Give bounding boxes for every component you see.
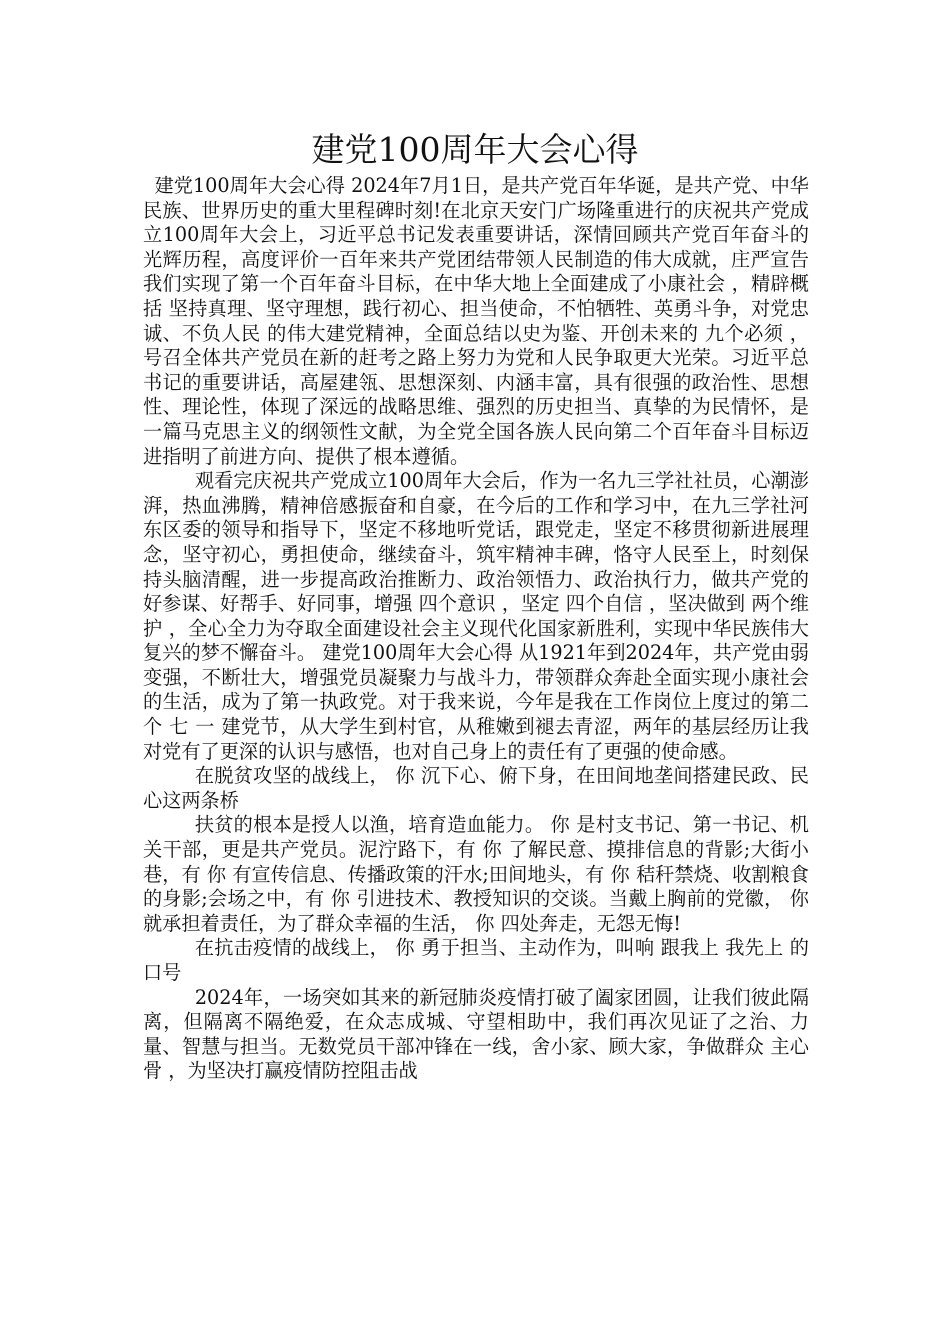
paragraph-3: 在脱贫攻坚的战线上， 你 沉下心、俯下身，在田间地垄间搭建民政、民心这两条桥 [143,764,809,812]
paragraph-6: 2024年，一场突如其来的新冠肺炎疫情打破了阖家团圆，让我们彼此隔离，但隔离不隔绝爱，在众志成城、守望相助中，我们再次见证了之治、力量、智慧与担当。无数党员干部冲锋在一线，舍小家、顾大家，争做群众 主心骨 ，为坚决打赢疫情防控阻击战 [143,985,809,1083]
paragraph-5: 在抗击疫情的战线上， 你 勇于担当、主动作为，叫响 跟我上 我先上 的口号 [143,936,809,984]
paragraph-4: 扶贫的根本是授人以渔，培育造血能力。 你 是村支书记、第一书记、机关干部，更是共产党员。泥泞路下，有 你 了解民意、摸排信息的背影;大街小巷，有 你 有宣传信息、传播政策的汗水;田间地头，有 你 秸秆禁烧、收割粮食的身影;会场之中，有 你 引进技术、教授知识的交谈。当戴上胸前的党徽， 你 就承担着责任，为了群众幸福的生活， 你 四处奔走，无怨无悔! [143,813,809,935]
paragraph-2: 观看完庆祝共产党成立100周年大会后，作为一名九三学社社员，心潮澎湃，热血沸腾，精神倍感振奋和自豪，在今后的工作和学习中，在九三学社河东区委的领导和指导下，坚定不移地听党话，跟党走，坚定不移贯彻新进展理念，坚守初心，勇担使命，继续奋斗，筑牢精神丰碑，恪守人民至上，时刻保持头脑清醒，进一步提高政治推断力、政治领悟力、政治执行力，做共产党的好参谋、好帮手、好同事，增强 四个意识 ，坚定 四个自信 ，坚决做到 两个维护 ，全心全力为夺取全面建设社会主义现代化国家新胜利，实现中华民族伟大复兴的梦不懈奋斗。 建党100周年大会心得 从1921年到2024年，共产党由弱变强，不断壮大，增强党员凝聚力与战斗力，带领群众奔赴全面实现小康社会的生活，成为了第一执政党。对于我来说，今年是我在工作岗位上度过的第二个 七 一 建党节，从大学生到村官，从稚嫩到褪去青涩，两年的基层经历让我对党有了更深的认识与感悟，也对自己身上的责任有了更强的使命感。 [143,469,809,763]
paragraph-1: 建党100周年大会心得 2024年7月1日，是共产党百年华诞，是共产党、中华民族、世界历史的重大里程碑时刻!在北京天安门广场隆重进行的庆祝共产党成立100周年大会上，习近平总书记发表重要讲话，深情回顾共产党百年奋斗的光辉历程，高度评价一百年来共产党团结带领人民制造的伟大成就，庄严宣告 我们实现了第一个百年奋斗目标，在中华大地上全面建成了小康社会 ，精辟概括 坚持真理、坚守理想，践行初心、担当使命，不怕牺牲、英勇斗争，对党忠诚、不负人民 的伟大建党精神，全面总结以史为鉴、开创未来的 九个必须 ，号召全体共产党员在新的赶考之路上努力为党和人民争取更大光荣。习近平总书记的重要讲话，高屋建瓴、思想深刻、内涵丰富，具有很强的政治性、思想性、理论性，体现了深远的战略思维、强烈的历史担当、真挚的为民情怀，是一篇马克思主义的纲领性文献，为全党全国各族人民向第二个百年奋斗目标迈进指明了前进方向、提供了根本遵循。 [143,174,809,468]
page-title: 建党100周年大会心得 [311,130,639,169]
document-body [143,174,809,1084]
